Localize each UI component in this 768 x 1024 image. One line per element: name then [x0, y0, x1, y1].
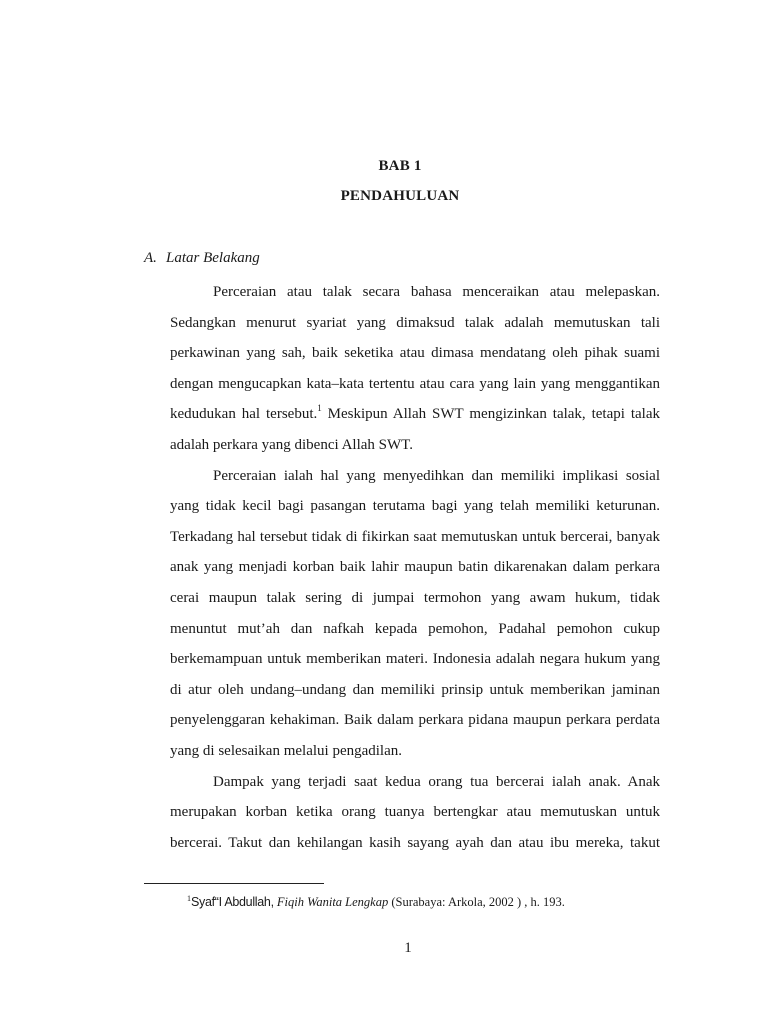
chapter-title: PENDAHULUAN [340, 188, 460, 204]
paragraph-line: di atur oleh undang–undang dan memiliki prinsip untuk memberikan jaminan [170, 681, 660, 698]
footnote-publication: (Surabaya: Arkola, 2002 ) , h. 193. [388, 895, 565, 909]
paragraph-text: kedudukan hal tersebut. [170, 406, 318, 423]
paragraph-line: perkawinan yang sah, baik seketika atau dimasa mendatang oleh pihak suami [170, 345, 660, 362]
paragraph-line: Terkadang hal tersebut tidak di fikirkan saat memutuskan untuk bercerai, banyak [170, 528, 660, 545]
chapter-label: BAB 1 [378, 158, 422, 174]
section-heading [144, 250, 260, 267]
paragraph-line: adalah perkara yang dibenci Allah SWT. [170, 436, 413, 453]
paragraph-line: Perceraian atau talak secara bahasa menceraikan atau melepaskan. [213, 284, 660, 300]
paragraph-line: anak yang menjadi korban baik lahir maupun batin dikarenakan dalam perkara [170, 559, 660, 576]
paragraph-line: yang di selesaikan melalui pengadilan. [170, 742, 403, 759]
section-number: A. [144, 250, 157, 266]
paragraph-line: yang tidak kecil bagi pasangan terutama bagi yang telah memiliki keturunan. [170, 498, 660, 515]
paragraph-line [170, 399, 660, 430]
page-number: 1 [404, 940, 412, 956]
footnote-marker: 1 [187, 894, 191, 903]
paragraph-line: berkemampuan untuk memberikan materi. Indonesia adalah negara hukum yang [170, 651, 660, 668]
paragraph-line: dengan mengucapkan kata–kata tertentu atau cara yang lain yang menggantikan [170, 375, 660, 392]
paragraph-line: Sedangkan menurut syariat yang dimaksud talak adalah memutuskan tali [170, 314, 660, 331]
body-text [170, 277, 660, 858]
paragraph-line: menuntut mut’ah dan nafkah kepada pemohon, Padahal pemohon cukup [170, 620, 660, 637]
footnote-reference: 1 [317, 403, 322, 414]
section-title: Latar Belakang [166, 250, 260, 266]
paragraph-line: bercerai. Takut dan kehilangan kasih sayang ayah dan atau ibu mereka, takut [170, 834, 660, 851]
paragraph-line: Dampak yang terjadi saat kedua orang tua bercerai ialah anak. Anak [213, 773, 660, 790]
paragraph-line: merupakan korban ketika orang tuanya bertengkar atau memutuskan untuk [170, 804, 660, 821]
footnote-author: Syaf“I Abdullah, [191, 895, 274, 909]
paragraph-line: cerai maupun talak sering di jumpai termohon yang awam hukum, tidak [170, 589, 660, 606]
footnote-book-title: Fiqih Wanita Lengkap [276, 895, 389, 909]
footnote [187, 895, 565, 910]
paragraph-line: Perceraian ialah hal yang menyedihkan dan memiliki implikasi sosial [213, 467, 660, 484]
paragraph-line: penyelenggaran kehakiman. Baik dalam perkara pidana maupun perkara perdata [170, 712, 660, 729]
footnote-divider [144, 883, 324, 884]
paragraph-text: Meskipun Allah SWT mengizinkan talak, tetapi talak [321, 406, 660, 423]
